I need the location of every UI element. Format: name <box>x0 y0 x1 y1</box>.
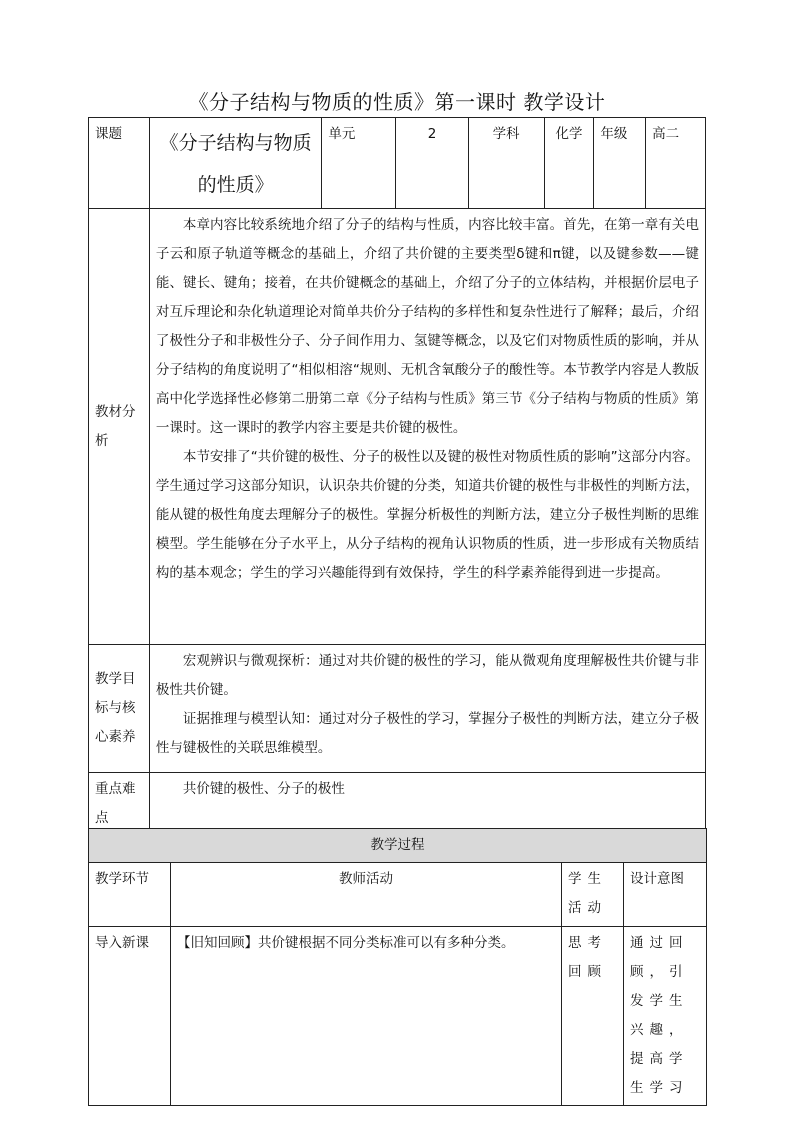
analysis-label: 教材分析 <box>89 209 150 645</box>
goals-paragraph: 证据推理与模型认知：通过对分子极性的学习，掌握分子极性的判断方法，建立分子极性与键极性的关联思维模型。 <box>155 711 699 756</box>
info-row <box>89 118 706 209</box>
grade-label: 年级 <box>594 118 646 209</box>
unit-value: 2 <box>396 118 468 209</box>
goals-row <box>89 645 706 773</box>
process-header-row <box>89 829 707 863</box>
analysis-content <box>149 209 705 645</box>
key-row <box>89 773 706 836</box>
process-header: 教学过程 <box>89 829 707 863</box>
key-content <box>149 773 705 836</box>
row1-teacher: 【旧知回顾】共价键根据不同分类标准可以有多种分类。 <box>171 927 562 1106</box>
subject-label: 学科 <box>468 118 544 209</box>
topic-label: 课题 <box>89 118 150 209</box>
col-student: 学生活动 <box>562 863 624 927</box>
analysis-row <box>89 209 706 645</box>
subject-value: 化学 <box>544 118 594 209</box>
col-intent: 设计意图 <box>624 863 707 927</box>
key-label: 重点难点 <box>89 773 150 836</box>
document-title: 《分子结构与物质的性质》第一课时 教学设计 <box>188 90 606 114</box>
unit-label: 单元 <box>322 118 396 209</box>
goals-label: 教学目标与核心素养 <box>89 645 150 773</box>
grade-value: 高二 <box>646 118 706 209</box>
analysis-paragraph: 本章内容比较系统地介绍了分子的结构与性质，内容比较丰富。首先，在第一章有关电子云和原子轨道等概念的基础上，介绍了共价键的主要类型δ键和π键，以及键参数——键能、键长、键角；接着，在共价键概念的基础上，介绍了分子的立体结构，并根据价层电子对互斥理论和杂化轨道理论对简单共价分子结构的多样性和复杂性进行了解释；最后，介绍了极性分子和非极性分子、分子间作用力、氢键等概念，以及它们对物质性质的影响，并从分子结构的角度说明了“相似相溶“规则、无机含氧酸分子的酸性等。本节教学内容是人教版高中化学选择性必修第二册第二章《分子结构与性质》第三节《分子结构与物质的性质》第一课时。这一课时的教学内容主要是共价键的极性。 <box>155 217 699 436</box>
process-row <box>89 927 707 1106</box>
process-table <box>88 828 707 1106</box>
process-column-row <box>89 863 707 927</box>
row1-student: 思考回顾 <box>562 927 624 1106</box>
col-stage: 教学环节 <box>89 863 171 927</box>
row1-intent: 通过回顾，引发学生兴趣，提高学生学习 <box>624 927 707 1106</box>
row1-stage: 导入新课 <box>89 927 171 1106</box>
info-table <box>88 117 706 836</box>
key-value: 共价键的极性、分子的极性 <box>182 781 345 797</box>
goals-content <box>149 645 705 773</box>
goals-paragraph: 宏观辨识与微观探析：通过对共价键的极性的学习，能从微观角度理解极性共价键与非极性共价键。 <box>155 653 699 698</box>
col-teacher: 教师活动 <box>171 863 562 927</box>
analysis-paragraph: 本节安排了“共价键的极性、分子的极性以及键的极性对物质性质的影响”这部分内容。学生通过学习这部分知识，认识杂共价键的分类，知道共价键的极性与非极性的判断方法，能从键的极性角度去理解分子的极性。掌握分析极性的判断方法，建立分子极性判断的思维模型。学生能够在分子水平上，从分子结构的视角认识物质的性质，进一步形成有关物质结构的基本观念；学生的学习兴趣能得到有效保持，学生的科学素养能得到进一步提高。 <box>155 449 699 581</box>
topic-value: 《分子结构与物质的性质》 <box>149 118 322 209</box>
